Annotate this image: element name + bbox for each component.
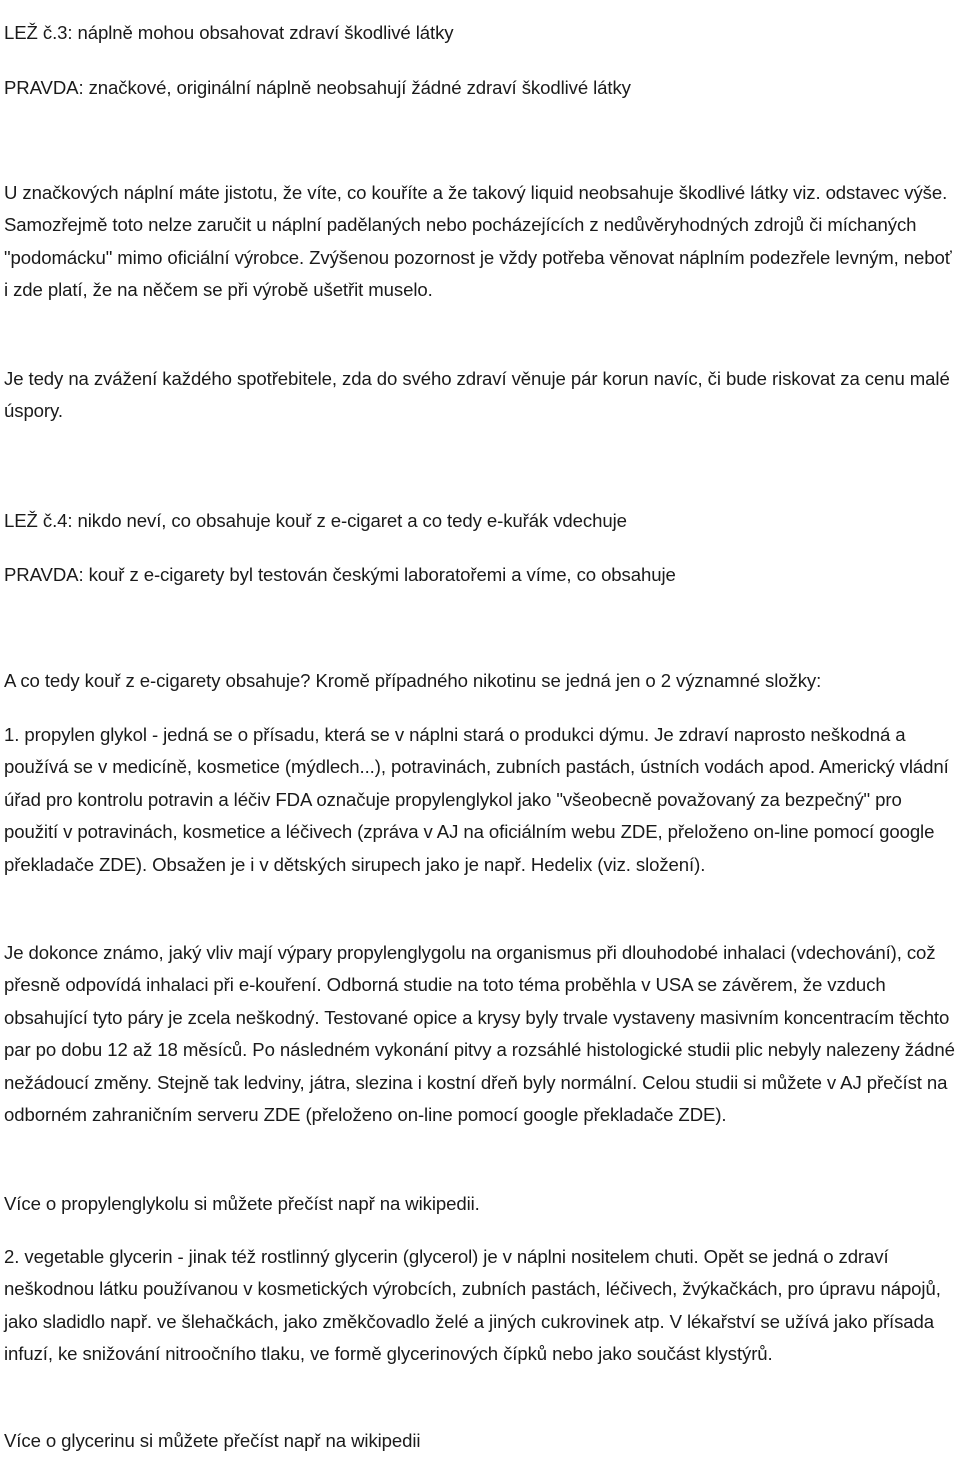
- paragraph-components-intro: A co tedy kouř z e-cigarety obsahuje? Kromě případného nikotinu se jedná jen o 2 významné složky:: [4, 669, 822, 691]
- heading-truth-3: PRAVDA: značkové, originální náplně neobsahují žádné zdraví škodlivé látky: [4, 76, 631, 98]
- paragraph-propylene-glycol: 1. propylen glykol - jedná se o přísadu, která se v náplni stará o produkci dýmu. Je zdraví naprosto neškodná a používá se v medicíně, kosmetice (mýdlech...), potravinách, zubních pastách, ústních vodách apod. Americký vládní úřad pro kontrolu potravin a léčiv FDA označuje propylenglykol jako "všeobecně považovaný za bezpečný" pro použití v potravinách, kosmetice a léčivech (zpráva v AJ na oficiálním webu ZDE, přeloženo on-line pomocí google překladače ZDE). Obsažen je i v dětských sirupech jako je např. Hedelix (viz. složení).: [4, 723, 949, 875]
- paragraph-vegetable-glycerin: 2. vegetable glycerin - jinak též rostlinný glycerin (glycerol) je v náplni nositelem chuti. Opět se jedná o zdraví neškodnou látku používanou v kosmetických výrobcích, zubních pastách, léčivech, žvýkačkách, pro úpravu nápojů, jako sladidlo např. ve šlehačkách, jako změkčovadlo želé a jiných cukrovinek atp. V lékařství se užívá jako přísada infuzí, ke snižování nitroočního tlaku, ve formě glycerinových čípků nebo jako součást klystýrů.: [4, 1245, 941, 1365]
- heading-lie-3: LEŽ č.3: náplně mohou obsahovat zdraví škodlivé látky: [4, 21, 454, 43]
- paragraph-glycerin-wiki: Více o glycerinu si můžete přečíst např na wikipedii: [4, 1429, 421, 1451]
- heading-truth-4: PRAVDA: kouř z e-cigarety byl testován českými laboratořemi a víme, co obsahuje: [4, 563, 676, 585]
- paragraph-consumer-choice: Je tedy na zvážení každého spotřebitele, zda do svého zdraví věnuje pár korun navíc, či bude riskovat za cenu malé úspory.: [4, 367, 950, 422]
- paragraph-propylene-wiki: Více o propylenglykolu si můžete přečíst např na wikipedii.: [4, 1192, 480, 1214]
- paragraph-inhalation-study: Je dokonce známo, jaký vliv mají výpary propylenglygolu na organismus při dlouhodobé inhalaci (vdechování), což přesně odpovídá inhalaci při e-kouření. Odborná studie na toto téma proběhla v USA se závěrem, že vzduch obsahující tyto páry je zcela neškodný. Testované opice a krysy byly trvale vystaveny masivním koncentracím těchto par po dobu 12 až 18 měsíců. Po následném vykonání pitvy a rozsáhlé histologické studii plic nebyly nalezeny žádné nežádoucí změny. Stejně tak ledviny, játra, slezina i kostní dřeň byly normální. Celou studii si můžete v AJ přečíst na odborném zahraničním serveru ZDE (přeloženo on-line pomocí google překladače ZDE).: [4, 941, 955, 1126]
- paragraph-branded-refills: U značkových náplní máte jistotu, že víte, co kouříte a že takový liquid neobsahuje škodlivé látky viz. odstavec výše. Samozřejmě toto nelze zaručit u náplní padělaných nebo pocházejících z nedůvěryhodných zdrojů či míchaných "podomácku" mimo oficiální výrobce. Zvýšenou pozornost je vždy potřeba věnovat náplním podezřele levným, neboť i zde platí, že na něčem se při výrobě ušetřit muselo.: [4, 181, 952, 301]
- heading-lie-4: LEŽ č.4: nikdo neví, co obsahuje kouř z e-cigaret a co tedy e-kuřák vdechuje: [4, 509, 627, 531]
